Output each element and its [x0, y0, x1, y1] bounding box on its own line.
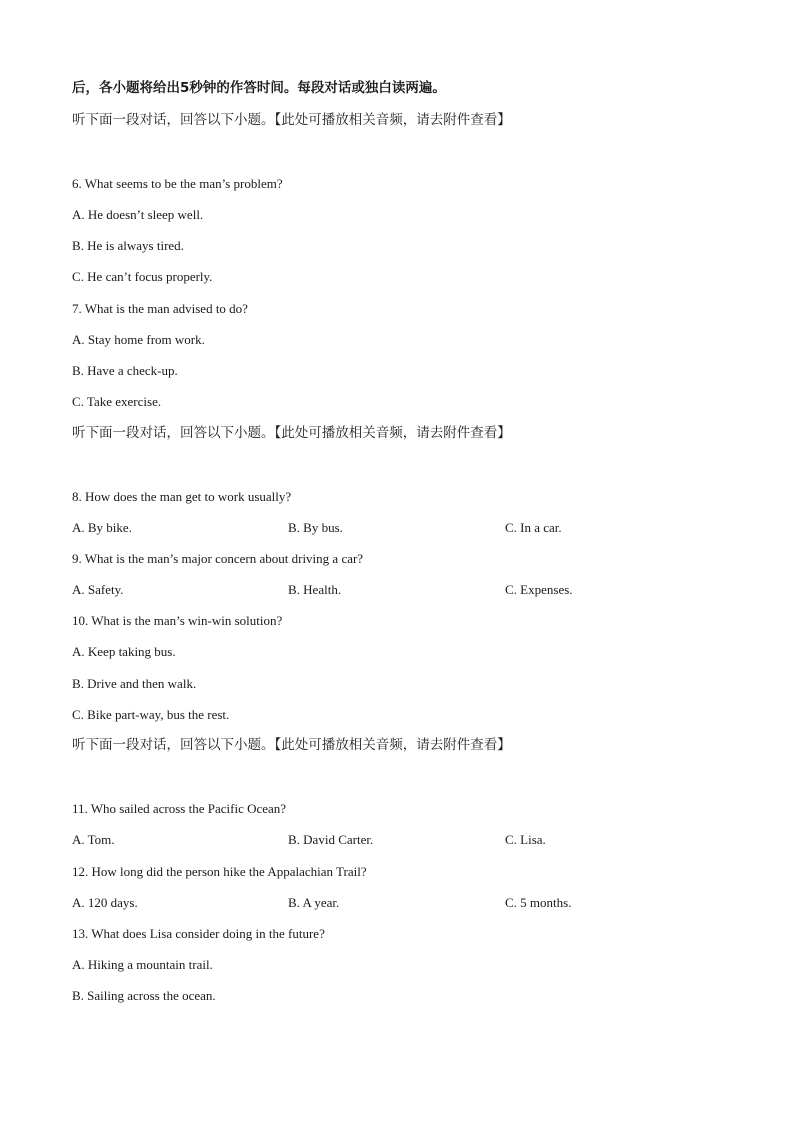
- q10-option-c: C. Bike part-way, bus the rest.: [72, 707, 230, 722]
- q8-stem: 8. How does the man get to work usually?: [72, 489, 292, 504]
- q12-option-b: B. A year.: [288, 895, 340, 910]
- instruction-line: 听下面一段对话，回答以下小题。【此处可播放相关音频，请去附件查看】: [72, 425, 511, 441]
- q11-option-a: A. Tom.: [72, 832, 115, 847]
- q8-option-a: A. By bike.: [72, 520, 132, 535]
- q11-option-c: C. Lisa.: [505, 832, 546, 847]
- instruction-line: 听下面一段对话，回答以下小题。【此处可播放相关音频，请去附件查看】: [72, 112, 511, 128]
- q13-option-b: B. Sailing across the ocean.: [72, 988, 216, 1003]
- q9-option-c: C. Expenses.: [505, 582, 573, 597]
- q8-option-b: B. By bus.: [288, 520, 343, 535]
- q6-option-c: C. He can’t focus properly.: [72, 269, 213, 284]
- q10-stem: 10. What is the man’s win-win solution?: [72, 613, 283, 628]
- q12-option-c: C. 5 months.: [505, 895, 572, 910]
- q7-option-a: A. Stay home from work.: [72, 332, 205, 347]
- instruction-line: 听下面一段对话，回答以下小题。【此处可播放相关音频，请去附件查看】: [72, 737, 511, 753]
- q9-option-a: A. Safety.: [72, 582, 124, 597]
- q8-option-c: C. In a car.: [505, 520, 562, 535]
- q11-stem: 11. Who sailed across the Pacific Ocean?: [72, 801, 287, 816]
- q13-stem: 13. What does Lisa consider doing in the future?: [72, 926, 325, 941]
- q9-stem: 9. What is the man’s major concern about driving a car?: [72, 551, 364, 566]
- intro-line: 后，各小题将给出5秒钟的作答时间。每段对话或独白读两遍。: [72, 80, 446, 96]
- q10-option-b: B. Drive and then walk.: [72, 676, 197, 691]
- q7-option-b: B. Have a check-up.: [72, 363, 178, 378]
- q12-stem: 12. How long did the person hike the Appalachian Trail?: [72, 864, 367, 879]
- q6-option-b: B. He is always tired.: [72, 238, 184, 253]
- q10-option-a: A. Keep taking bus.: [72, 644, 176, 659]
- q9-option-b: B. Health.: [288, 582, 342, 597]
- q6-stem: 6. What seems to be the man’s problem?: [72, 176, 283, 191]
- q11-option-b: B. David Carter.: [288, 832, 374, 847]
- q6-option-a: A. He doesn’t sleep well.: [72, 207, 204, 222]
- q7-option-c: C. Take exercise.: [72, 394, 162, 409]
- q13-option-a: A. Hiking a mountain trail.: [72, 957, 213, 972]
- q12-option-a: A. 120 days.: [72, 895, 138, 910]
- q7-stem: 7. What is the man advised to do?: [72, 301, 248, 316]
